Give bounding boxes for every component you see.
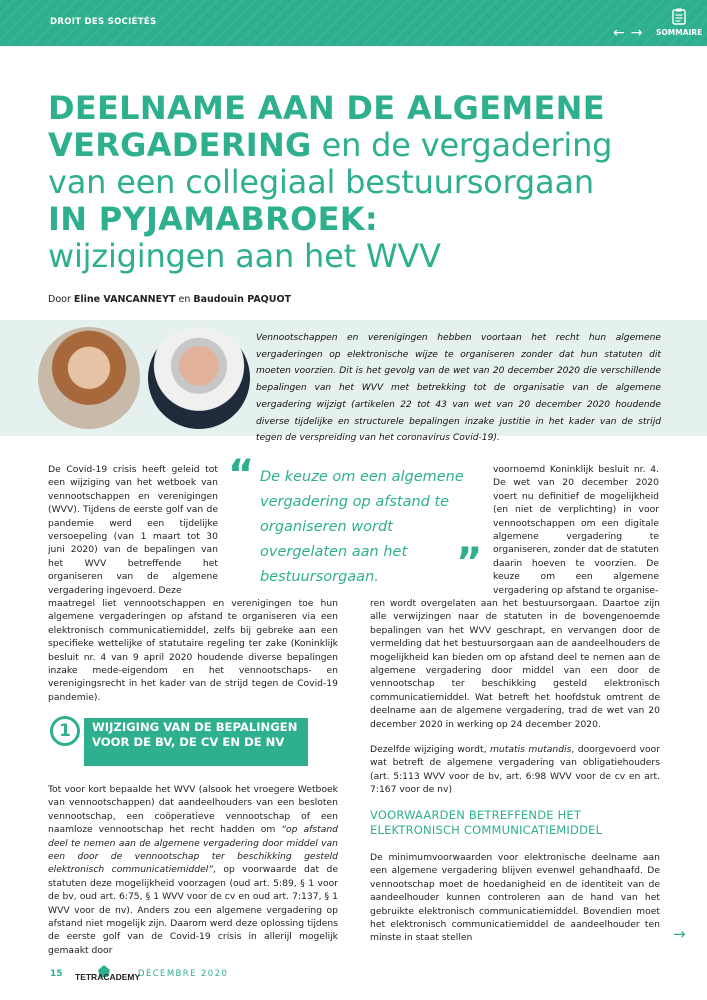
byline-sep: en — [175, 294, 194, 305]
sommaire-button[interactable] — [656, 8, 702, 37]
section-label: DROIT DES SOCIÉTÉS — [50, 17, 157, 27]
clipboard-icon — [672, 8, 686, 25]
paragraph — [370, 743, 660, 797]
author-photo-1 — [38, 327, 140, 429]
author-photo-2 — [148, 327, 250, 429]
logo-text: TETRACADEMY — [75, 972, 141, 982]
prev-arrow-icon[interactable]: ← — [613, 25, 625, 41]
column-2-mid — [370, 597, 660, 797]
paragraph: maatregel liet vennootschappen en verenigingen toe hun algemene vergaderingen op afstand te organiseren via een elektronisch communicatiemiddel, zelfs bij gebreke aan een specifieke wettelijke of statutaire regeling ter zake (Koninklijk besluit nr. 4 van 9 april 2020 houdende diverse bepalingen inzake mede-eigendom en het vennootschaps- en verenigingsrecht in het kader van de strijd tegen de Covid-19 pandemie). — [48, 598, 338, 703]
byline-prefix: Door — [48, 294, 74, 305]
header-bar — [0, 0, 707, 46]
section-heading-text: WIJZIGING VAN DE BEPALINGEN VOOR DE BV, DE CV EN DE NV — [84, 718, 308, 766]
title-line-3: van een collegiaal bestuursorgaan — [48, 163, 594, 201]
paragraph: De Covid-19 crisis heeft geleid tot een wijziging van het wetboek van vennootschappen en verenigingen (WVV). Tijdens de eerste golf van de pandemie werd een tijdelijke versoepeling (van 1 maart tot 30 juni 2020) van de bepalingen van het WVV betreffende het organiseren van de algemene vergadering ingevoerd. Deze — [48, 464, 218, 596]
column-2-top — [493, 463, 659, 597]
title-line-2-thin: en de vergadering — [311, 126, 613, 164]
section-heading-1 — [48, 716, 328, 768]
author-2: Baudouin PAQUOT — [193, 294, 292, 305]
text-run: Dezelfde wijziging wordt, — [370, 744, 490, 756]
subheading: VOORWAARDEN BETREFFENDE HET ELEKTRONISCH COMMUNICATIEMIDDEL — [370, 808, 603, 837]
quote-close-icon: ” — [456, 540, 483, 586]
quote-text: De keuze om een algemene vergadering op afstand te organiseren wordt overgelaten aan het bestuursorgaan. — [260, 469, 464, 585]
title-line-1: DEELNAME AAN DE ALGEMENE — [48, 89, 605, 127]
tetracademy-logo — [74, 964, 141, 986]
author-1: Eline VANCANNEYT — [73, 294, 176, 305]
text-run: , op voorwaarde dat de statuten deze mogelijkheid voorzagen (oud art. 5:89, § 1 voor de bv, oud art. 6:75, § 1 WVV voor de cv en oud art. 7:137, § 1 WVV voor de nv). Anders zou een algemene vergadering op afstand niet mogelijk zijn. Daarom werd deze oplossing tijdens de eerste golf van de Covid-19 crisis in allerijl mogelijk gemaakt door — [48, 864, 339, 956]
paragraph — [48, 783, 338, 957]
sommaire-label: SOMMAIRE — [656, 28, 703, 37]
column-1-bottom — [48, 783, 338, 957]
intro-text: Vennootschappen en verenigingen hebben voortaan het recht hun algemene vergaderingen op elektronische wijze te organiseren zonder dat hun statuten dit moeten voorzien. Dit is het gevolg van de wet van 20 december 2020 die verschillende bepalingen van het WVV met betrekking tot de organisatie van de algemene vergadering wijzigt (artikelen 22 tot 43 van wet van 20 december 2020 houdende diverse tijdelijke en structurele bepalingen inzake justitie in het kader van de strijd tegen de verspreiding van het coronavirus Covid-19). — [256, 333, 661, 444]
column-1-wide — [48, 597, 338, 704]
article-title — [48, 90, 688, 275]
issue-date: DÉCEMBRE 2020 — [138, 969, 229, 979]
paragraph: ren wordt overgelaten aan het bestuursorgaan. Daartoe zijn alle verwijzingen naar de statuten in de bovengenoemde bepalingen van het WVV geschrapt, en vervangen door de vermelding dat het bestuursorgaan aan de aandeelhouders de mogelijkheid kan bieden om op afstand deel te nemen aan de algemene vergadering door middel van een door de vennootschap ter beschikking gesteld elektronisch communicatiemiddel. Wat betreft het hoofdstuk omtrent de deelname aan de algemene vergadering, trad de wet van 20 december 2020 in werking op 24 december 2020. — [370, 598, 660, 730]
paragraph: De minimumvoorwaarden voor elektronische deelname aan een algemene vergadering blijven evenwel gehandhaafd. De vennootschap moet de hoedanigheid en de identiteit van de aandeelhouder kunnen controleren aan de hand van het gebruikte elektronisch communicatiemiddel. Bovendien moet het elektronisch communicatiemiddel de aandeelhouder ten minste in staat stellen — [370, 852, 660, 944]
title-line-4: IN PYJAMABROEK: — [48, 200, 378, 238]
column-2-bottom — [370, 851, 660, 945]
column-1-top — [48, 463, 218, 597]
text-run: , doorgevoerd voor wat betreft de algemene vergadering van obligatiehouders (art. 5:113 WVV voor de bv, art. 6:98 WVV voor de cv en art. 7:167 voor de nv) — [370, 744, 660, 796]
pull-quote — [228, 452, 486, 586]
text-run-italic: mutatis mutandis — [489, 744, 572, 756]
byline — [48, 294, 291, 305]
title-line-2-bold: VERGADERING — [48, 126, 312, 164]
text-run-italic: “op afstand deel te nemen aan de algemene vergadering door middel van een door de vennootschap ter beschikking gesteld elektronisch communicatiemiddel” — [48, 824, 339, 876]
text-run: Tot voor kort bepaalde het WVV (alsook het vroegere Wetboek van vennootschappen) dat aandeelhouders van een besloten vennootschap, een coöperatieve vennootschap of een naamloze vennootschap het recht hadden om — [48, 784, 338, 836]
paragraph: voornoemd Koninklijk besluit nr. 4. De wet van 20 december 2020 voert nu definitief de mogelijkheid (en niet de verplichting) in voor vennootschappen om een digitale algemene vergadering te organiseren, zonder dat de statuten daarin hoeven te voorzien. De keuze om een algemene vergadering op afstand te organise- — [493, 464, 659, 596]
section-number: 1 — [50, 716, 80, 746]
page-nav — [613, 25, 642, 41]
title-line-5: wijzigingen aan het WVV — [48, 237, 441, 275]
next-arrow-icon[interactable]: → — [630, 25, 643, 41]
continue-arrow-icon[interactable]: → — [673, 925, 686, 943]
page-number: 15 — [50, 969, 63, 979]
quote-open-icon: “ — [228, 452, 255, 498]
